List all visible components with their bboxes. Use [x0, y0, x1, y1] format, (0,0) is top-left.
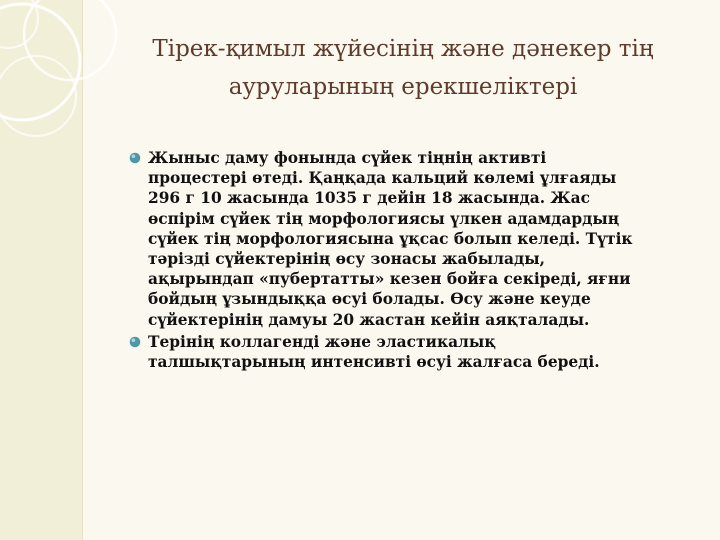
text-line: ақырындап «пубертатты» кезен бойға секіреді, яғни — [148, 270, 631, 289]
bullet-item — [128, 332, 668, 372]
text-line: сүйектерінің дамуы 20 жастан кейін аяқталады. — [148, 310, 590, 329]
bullet-text — [142, 332, 600, 372]
text-line: сүйек тің морфологиясына ұқсас болып келеді. Түтік — [148, 229, 633, 248]
text-line: тәрізді сүйектерінің өсу зонасы жабылады, — [148, 250, 546, 269]
text-line: Терінің коллагенді және эластикалық — [148, 332, 496, 351]
text-line: Жыныс даму фонында сүйек тіңнің активті — [148, 149, 547, 167]
text-line: бойдың ұзындыққа өсуі болады. Өсу және кеуде — [148, 290, 591, 309]
text-line: процестері өтеді. Қаңқада кальций көлемі ұлғаяды — [148, 169, 617, 188]
title-line-2: ауруларының ерекшеліктері — [228, 74, 578, 100]
bullet-text — [142, 148, 633, 330]
title-line-1: Тірек-қимыл жүйесінің және дәнекер тің — [152, 36, 654, 62]
text-line: 296 г 10 жасында 1035 г дейін 18 жасында. Жас — [148, 189, 590, 208]
bullet-icon — [128, 152, 142, 164]
slide-title — [118, 30, 688, 106]
text-line: өспірім сүйек тің морфологиясы үлкен адамдардың — [148, 209, 620, 228]
bullet-icon — [128, 336, 142, 348]
slide-content — [128, 148, 668, 374]
text-line: талшықтарының интенсивті өсуі жалғаса береді. — [148, 353, 600, 372]
bullet-item — [128, 148, 668, 330]
